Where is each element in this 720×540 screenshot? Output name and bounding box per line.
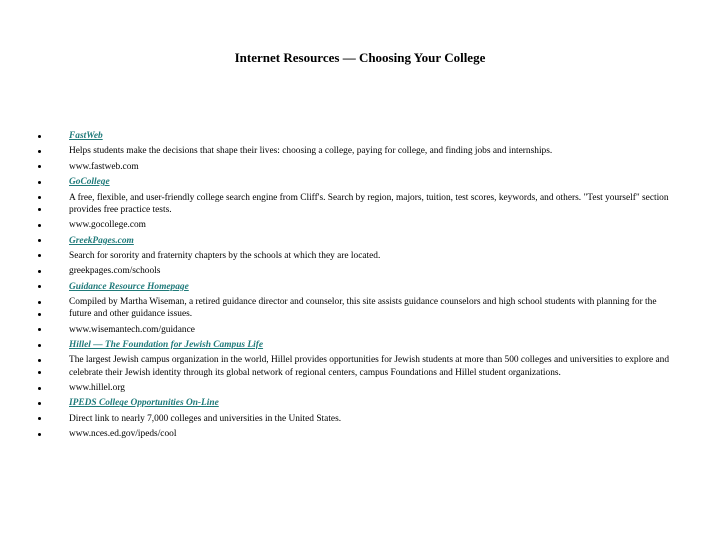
bullet	[38, 239, 41, 242]
resource-link-ipeds[interactable]: IPEDS College Opportunities On-Line	[69, 398, 219, 409]
list-item	[38, 176, 678, 188]
bullet	[38, 150, 41, 153]
resource-link-greekpages[interactable]: GreekPages.com	[69, 235, 134, 246]
bullet	[38, 135, 41, 138]
list-item	[38, 250, 678, 262]
bullet	[38, 270, 41, 273]
resource-description: Search for sorority and fraternity chapters by the schools at which they are located.	[69, 250, 381, 261]
bullet	[38, 165, 41, 168]
list-item	[38, 339, 678, 351]
resource-url: www.nces.ed.gov/ipeds/cool	[69, 429, 177, 440]
list-item	[38, 219, 678, 231]
resource-url: www.wisemantech.com/guidance	[69, 324, 195, 335]
bullet	[38, 181, 41, 184]
bullet	[38, 402, 41, 405]
resource-link-hillel[interactable]: Hillel — The Foundation for Jewish Campus Life	[69, 340, 264, 351]
bullet	[38, 254, 41, 257]
list-item	[38, 235, 678, 247]
bullet	[38, 344, 41, 347]
list-item	[38, 192, 678, 216]
list-item	[38, 324, 678, 336]
resource-description: A free, flexible, and user-friendly college search engine from Cliff's. Search by region, majors, tuition, test scores, keywords, and others. "Test yourself" section provides free practice tests.	[69, 192, 669, 215]
bullet	[38, 208, 41, 211]
list-item	[38, 161, 678, 173]
resource-description: Helps students make the decisions that shape their lives: choosing a college, paying for college, and finding jobs and internships.	[69, 146, 553, 157]
resource-link-guidance[interactable]: Guidance Resource Homepage	[69, 281, 189, 292]
bullet	[38, 196, 41, 199]
resource-list	[38, 130, 678, 444]
bullet	[38, 285, 41, 288]
bullet	[38, 371, 41, 374]
bullet	[38, 224, 41, 227]
list-item	[38, 281, 678, 293]
resource-url: www.hillel.org	[69, 383, 125, 394]
bullet	[38, 301, 41, 304]
page-title: Internet Resources — Choosing Your College	[234, 50, 486, 65]
list-item	[38, 397, 678, 409]
list-item	[38, 296, 678, 320]
bullet	[38, 359, 41, 362]
bullet	[38, 387, 41, 390]
bullet	[38, 328, 41, 331]
resource-link-gocollege[interactable]: GoCollege	[69, 177, 110, 188]
list-item	[38, 428, 678, 440]
bullet	[38, 433, 41, 436]
resource-description: The largest Jewish campus organization in the world, Hillel provides opportunities for Jewish students at more than 500 colleges and universities to explore and celebrate their Jewish identity through its global network of regional centers, campus Foundations and Hillel student organizations.	[69, 355, 670, 378]
resource-url: www.gocollege.com	[69, 220, 146, 231]
bullet	[38, 313, 41, 316]
resource-link-fastweb[interactable]: FastWeb	[69, 131, 103, 141]
bullet	[38, 417, 41, 420]
list-item	[38, 413, 678, 425]
list-item	[38, 265, 678, 277]
resource-description: Compiled by Martha Wiseman, a retired guidance director and counselor, this site assists guidance counselors and high school students with planning for the future and other guidance issues.	[69, 297, 657, 320]
resource-url: www.fastweb.com	[69, 161, 139, 172]
list-item	[38, 130, 678, 142]
list-item	[38, 145, 678, 157]
resource-url: greekpages.com/schools	[69, 266, 161, 277]
list-item	[38, 382, 678, 394]
list-item	[38, 354, 678, 378]
resource-description: Direct link to nearly 7,000 colleges and universities in the United States.	[69, 413, 342, 424]
